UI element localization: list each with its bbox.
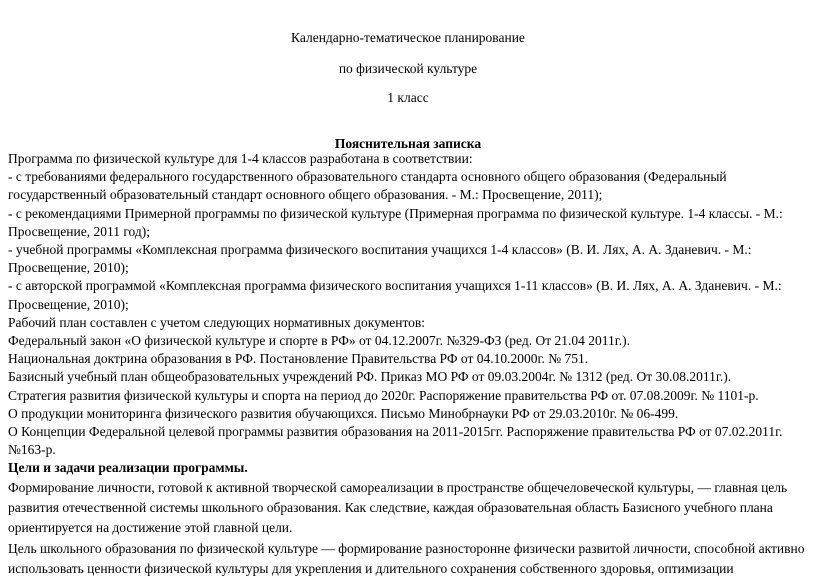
goals-paragraph: Формирование личности, готовой к активной творческой самореализации в пространстве общечеловеческой культуры, — главная цель развития отечественной системы школьного образования. Как следствие, каждая образовательная область Базисного учебного плана ориентируется на достижение этой главной цели. — [8, 479, 788, 536]
paragraph: Национальная доктрина образования в РФ. Постановление Правительства РФ от 04.10.2000г. № 751. — [8, 351, 589, 367]
paragraph: Рабочий план составлен с учетом следующих нормативных документов: — [8, 314, 426, 330]
goals-paragraph: Цель школьного образования по физической культуре — формирование разносторонне физически развитой личности, способной активно использовать ценности физической культуры для укрепления и длительного сохранения собственного здоровья, оптимизации — [8, 540, 805, 577]
explanatory-note-heading: Пояснительная записка — [334, 136, 482, 151]
document-grade: 1 класс — [387, 90, 429, 105]
paragraph: - с авторской программой «Комплексная программа физического воспитания учащихся 1-11 классов» (В. И. Лях, А. А. Зданевич. - М.: Просвещение, 2010); — [8, 278, 782, 312]
paragraph: О продукции мониторинга физического развития обучающихся. Письмо Минобрнауки РФ от 29.03.2010г. № 06-499. — [8, 405, 679, 421]
paragraph: - с рекомендациями Примерной программы по физической культуре (Примерная программа по физической культуре. 1-4 классы. - М.: Просвещение, 2011 год); — [8, 205, 783, 239]
document-body — [8, 150, 814, 580]
paragraph: - учебной программы «Комплексная программа физического воспитания учащихся 1-4 классов» (В. И. Лях, А. А. Зданевич. - М.: Просвещение, 2010); — [8, 242, 752, 276]
paragraph: - с требованиями федерального государственного образовательного стандарта основного общего образования (Федеральный государственный образовательный стандарт основного общего образования. - М.: Просвещение, 2011); — [8, 169, 727, 203]
paragraph: Базисный учебный план общеобразовательных учреждений РФ. Приказ МО РФ от 09.03.2004г. № 1312 (ред. От 30.08.2011г.). — [8, 369, 732, 385]
paragraph: О Концепции Федеральной целевой программы развития образования на 2011-2015гг. Распоряжение правительства РФ от 07.02.2011г. №163-р. — [8, 424, 783, 458]
paragraph: Федеральный закон «О физической культуре и спорте в РФ» от 04.12.2007г. №329-ФЗ (ред. От 21.04 2011г.). — [8, 333, 630, 349]
document-title: Календарно-тематическое планирование — [291, 30, 525, 45]
document-subject: по физической культуре — [338, 61, 478, 76]
paragraph: Программа по физической культуре для 1-4 классов разработана в соответствии: — [8, 151, 473, 166]
goals-heading: Цели и задачи реализации программы. — [8, 460, 248, 476]
paragraph: Стратегия развития физической культуры и спорта на период до 2020г. Распоряжение правительства РФ от. 07.08.2009г. № 1101-р. — [8, 387, 759, 403]
